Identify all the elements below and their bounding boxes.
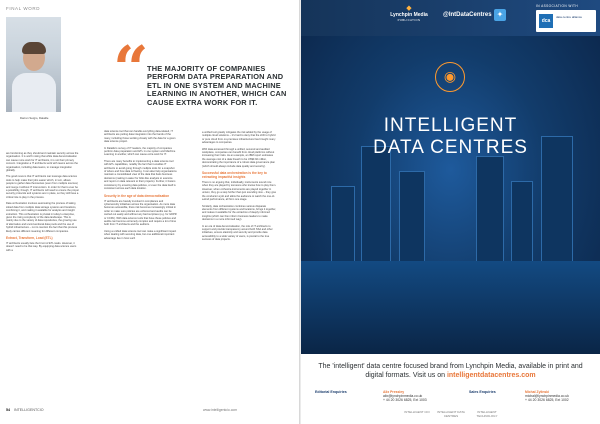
section-label: FINAL WORD <box>6 6 41 11</box>
hero-title-line-2: DATA CENTRES <box>373 137 528 158</box>
advert-tagline <box>313 362 588 380</box>
paragraph: a unified tool greatly mitigates the risk added by the usage of multiple cloud solutions – it's hard to deny that the shift to hybrid or pure cloud from on-premises infrastructure has brought many advantages to companies. <box>202 131 276 145</box>
paragraph: There is no arguing that, individually, instruments sound nice when they are played by someone who knows how to play them. However, when orchestra instruments are played together in unison, they go a step further than just sounding nice – they give the conductor a job and allow the audience to watch the one-of-a-kind performance, all from one stage. <box>202 181 277 202</box>
dca-logo-text: data centre alliance <box>556 15 583 19</box>
paragraph: are functioning as they should and maintain security across the organisation. It is worth noting that while data democratisation can cause more work for IT architects, it is not their primary concern. Integration a IT architects work with teams across the organisation, including data teams, to manage integration globally. <box>6 152 79 173</box>
sales-name: Michal Zylinski <box>525 390 550 394</box>
sales-label: Sales Enquiries <box>469 390 496 394</box>
tagline-link[interactable]: intelligentdatacentres.com <box>446 372 536 379</box>
article-column-3 <box>202 131 277 245</box>
paragraph: Similarly, data orchestration combines various disparate elements from different systems and locations, brings it together, and makes it available for the extraction of deeply informed insights (which can then inform business leaders to make decisions in a more informed way). <box>202 204 277 222</box>
twitter-handle[interactable]: @IntDataCentres <box>443 12 492 18</box>
paragraph: In an era of data democratisation, the role of IT architects to support and provide transparency around both SSA and other initiatives, ensure elasticity and security and provide data accessibility to a wide variety of users, is pivotal to the true success of data projects. <box>202 224 273 242</box>
footer-brand: INTELLIGENTCIO <box>14 408 44 412</box>
sales-contact <box>525 390 597 402</box>
editorial-email[interactable]: alix@lynchpinmedia.co.uk <box>383 394 423 398</box>
paragraph: IT architects are heavily involved in compliance and cybersecurity initiatives across the organisation. As more data becomes accessible, there risk becomes increasingly critical in order to make sure policies are enforced and audits can be carried out easily and without any bad surprises (e.g. for GDPR or CCPA). With data science tools that have these policies and audits can become extremely complex and require a lot of time both from IT architects and the auditors. <box>104 199 177 227</box>
advert-page <box>301 0 600 424</box>
subheading: Security in the age of data democratisation <box>104 193 170 198</box>
tagline-text: The 'intelligent' data centre focused brand from Lynchpin Media, available in print and digital formats. Visit us on <box>318 363 583 379</box>
dca-mark: dca <box>539 14 553 28</box>
subheading: Extract, Transform, Load (ETL) <box>6 235 53 240</box>
advert-footer-logos <box>301 408 600 424</box>
footer-website-link[interactable]: www.intelligentcio.com <box>203 408 238 412</box>
association-label: IN ASSOCIATION WITH <box>536 4 579 8</box>
editorial-enquiries <box>315 390 375 394</box>
intelligent-dc-logo-icon: ◉ <box>435 62 465 92</box>
editorial-phone: + 44 20 3026 6825, Ext 1003 <box>383 398 427 402</box>
paragraph: Data orchestration involves automating the process of taking siloed data from multiple data storage systems and locations, combining it, and making it available for analysis and insight extraction. This orchestration is pivotal in today's enterprise, given the rising complexity of the data landscape. This is mainly due to the variety of data repositories, the growing use of alternative and unconventional data pools and the use of hybrid infrastructure – not to mention the fact that this process likely carries different meaning for different companies. <box>6 202 78 233</box>
paragraph: IT architects usually face the brunt of ETL tasks. However, it doesn't need to be that way. By equipping data science users with a <box>6 241 77 252</box>
paragraph: With data accessed through a unified, secured and audited workplace, companies can benefit from cloud platforms without increasing their risks. As an example, an IBM report estimates the average cost of a data breach to be US$3.92 million, demonstrating the importance of a robust data governance plan (which should always include data quality and security). <box>202 147 275 168</box>
editorial-contact <box>383 390 453 402</box>
hero-title-line-1: INTELLIGENT <box>383 115 518 136</box>
paragraph: In Datatile's survey of IT leaders, the majority of companies perform data preparation and ETL in one system and Machine Learning in another, which can cause extra work for IT. <box>104 146 176 157</box>
page-number: 54 <box>6 408 10 412</box>
article-column-1 <box>6 152 79 255</box>
paragraph: Using a unified data science tool can make a significant impact when dealing with securing data, but one additional important advantage lies in how such <box>104 229 177 240</box>
publisher-logo <box>385 5 433 22</box>
article-column-2 <box>104 130 177 243</box>
footer-logo: INTELLIGENT TECHNOLOGY <box>476 410 498 418</box>
lynchpin-mark-icon: ◆ <box>406 5 412 12</box>
publisher-name: Lynchpin Media <box>390 12 428 18</box>
hero-image <box>301 36 600 354</box>
paragraph: data science tool that can handle everything data-related, IT architects are putting data integration into the hands of the many, including those working closely with the data for a given data science project. <box>104 130 176 144</box>
twitter-icon[interactable]: ✦ <box>494 9 506 21</box>
sales-phone: + 44 20 3026 6825, Ext 1002 <box>525 398 569 402</box>
publisher-tag: PUBLICATION <box>397 18 421 22</box>
editorial-name: Alix Pressley <box>383 390 405 394</box>
contact-block <box>301 390 600 408</box>
pull-quote: THE MAJORITY OF COMPANIES PERFORM DATA PREPARATION AND ETL IN ONE SYSTEM AND MACHINE LEARNING IN ANOTHER, WHICH CAN CAUSE EXTRA WORK FOR IT. <box>147 64 287 107</box>
subheading: Successful data orchestration is the key to extracting impactful insights <box>202 171 267 180</box>
author-photo <box>6 17 61 112</box>
dca-logo <box>536 10 596 32</box>
sales-enquiries <box>469 390 519 394</box>
paragraph: There are many benefits to implementing a data science tool with ETL capabilities, notably the fact that it enables IT architects to avoid going through multiple tools for a snapshot of where and how data is flowing. It can also help organisations maintain a consolidated view of the data that fuels business decisions (making it easier for folks like analysts to examine and report on data relevant to their projects). Further, it fosters consistency by ensuring data policies, or even the data itself is consistent across each data location. <box>104 159 177 191</box>
photo-caption: Darren Sergio, Datatile <box>20 116 49 120</box>
editorial-label: Editorial Enquiries <box>315 390 347 394</box>
page-footer-left <box>6 408 44 412</box>
quote-mark-icon: “ <box>113 32 149 105</box>
paragraph: The good news is that IT architects can leverage data science tools to help make their jobs easier which, in turn, allows people to gather data themselves (even from multiple sources) and merge it without IT intervention. In order for that to ever be a possibility, though, IT architects will need to ensure the proper security protocols and systems are in place, so they still have a critical role to play in the process. <box>6 175 80 199</box>
footer-logo: INTELLIGENT DATA CENTRES <box>437 410 465 418</box>
sales-email[interactable]: michal@lynchpinmedia.co.uk <box>525 394 569 398</box>
footer-logo: INTELLIGENT CIO <box>404 410 430 414</box>
